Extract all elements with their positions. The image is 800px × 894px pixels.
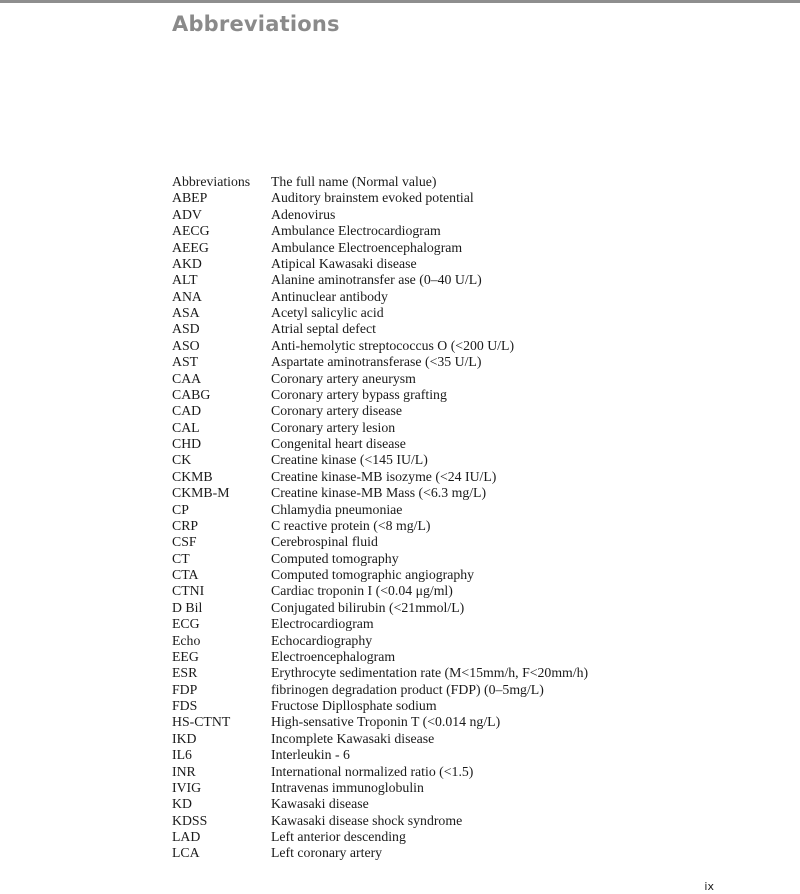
abbreviation-cell: EEG bbox=[172, 648, 199, 664]
full-name-cell: Incomplete Kawasaki disease bbox=[271, 730, 435, 746]
full-name-cell: Echocardiography bbox=[271, 632, 373, 648]
full-name-cell: Anti-hemolytic streptococcus O (<200 U/L) bbox=[271, 337, 515, 353]
abbreviation-cell: IKD bbox=[172, 730, 197, 746]
full-name-cell: Creatine kinase-MB isozyme (<24 IU/L) bbox=[271, 468, 497, 484]
full-name-cell: Computed tomographic angiography bbox=[271, 567, 475, 582]
table-row bbox=[172, 387, 588, 403]
table-row bbox=[172, 338, 588, 354]
full-name-cell: Coronary artery bypass grafting bbox=[271, 386, 447, 402]
abbreviation-cell: CRP bbox=[172, 517, 199, 533]
full-name-cell: Coronary artery lesion bbox=[271, 419, 396, 435]
full-name-cell: Acetyl salicylic acid bbox=[271, 305, 384, 320]
full-name-cell: Chlamydia pneumoniae bbox=[271, 501, 403, 517]
header-abbreviation: Abbreviations bbox=[172, 174, 251, 189]
table-header-row bbox=[172, 174, 588, 190]
table-row bbox=[172, 796, 588, 812]
abbreviation-cell: LCA bbox=[172, 845, 200, 861]
full-name-cell: Ambulance Electroencephalogram bbox=[271, 239, 463, 255]
abbreviation-cell: KDSS bbox=[172, 812, 208, 828]
table-row bbox=[172, 469, 588, 485]
abbreviation-cell: ASA bbox=[172, 305, 200, 320]
table-row bbox=[172, 436, 588, 452]
table-row bbox=[172, 223, 588, 239]
full-name-cell: High-sensative Troponin T (<0.014 ng/L) bbox=[271, 714, 501, 730]
abbreviation-cell: CKMB bbox=[172, 468, 213, 484]
abbreviation-cell: Echo bbox=[172, 632, 201, 648]
full-name-cell: Cerebrospinal fluid bbox=[271, 534, 378, 550]
full-name-cell: Left anterior descending bbox=[271, 829, 406, 844]
abbreviation-cell: AEEG bbox=[172, 239, 209, 255]
table-row bbox=[172, 207, 588, 223]
table-row bbox=[172, 452, 588, 468]
table-row bbox=[172, 731, 588, 747]
table-row bbox=[172, 714, 588, 730]
page-number: ix bbox=[704, 880, 714, 893]
table-row bbox=[172, 403, 588, 419]
table-row bbox=[172, 616, 588, 632]
abbreviation-cell: ESR bbox=[172, 665, 198, 681]
abbreviation-cell: ANA bbox=[172, 288, 202, 304]
table-row bbox=[172, 698, 588, 714]
abbreviation-cell: IL6 bbox=[172, 747, 192, 763]
abbreviation-cell: CAD bbox=[172, 403, 202, 419]
table-row bbox=[172, 829, 588, 845]
full-name-cell: Aspartate aminotransferase (<35 U/L) bbox=[271, 354, 482, 370]
full-name-cell: fibrinogen degradation product (FDP) (0–5mg/L) bbox=[271, 681, 544, 697]
table-body bbox=[172, 190, 588, 861]
table-row bbox=[172, 371, 588, 387]
full-name-cell: Atrial septal defect bbox=[271, 321, 376, 337]
abbreviation-cell: CT bbox=[172, 550, 190, 566]
abbreviation-cell: CABG bbox=[172, 386, 211, 402]
full-name-cell: Creatine kinase (<145 IU/L) bbox=[271, 452, 428, 468]
abbreviation-cell: ADV bbox=[172, 206, 202, 222]
table-row bbox=[172, 240, 588, 256]
full-name-cell: International normalized ratio (<1.5) bbox=[271, 763, 474, 779]
table-row bbox=[172, 747, 588, 763]
table-row bbox=[172, 665, 588, 681]
abbreviation-cell: ASO bbox=[172, 337, 200, 353]
full-name-cell: Adenovirus bbox=[271, 206, 336, 222]
full-name-cell: Coronary artery disease bbox=[271, 403, 403, 419]
table-row bbox=[172, 583, 588, 599]
full-name-cell: Cardiac troponin I (<0.04 μg/ml) bbox=[271, 583, 453, 599]
table-row bbox=[172, 305, 588, 321]
table-row bbox=[172, 289, 588, 305]
abbreviation-cell: IVIG bbox=[172, 779, 202, 795]
abbreviation-cell: LAD bbox=[172, 829, 201, 844]
table-row bbox=[172, 764, 588, 780]
full-name-cell: Fructose Dipllosphate sodium bbox=[271, 698, 437, 713]
full-name-cell: Antinuclear antibody bbox=[271, 288, 388, 304]
abbreviation-cell: CK bbox=[172, 452, 192, 468]
full-name-cell: C reactive protein (<8 mg/L) bbox=[271, 517, 431, 533]
table-row bbox=[172, 633, 588, 649]
full-name-cell: Intravenas immunoglobulin bbox=[271, 779, 424, 795]
table-row bbox=[172, 518, 588, 534]
table-row bbox=[172, 600, 588, 616]
full-name-cell: Atipical Kawasaki disease bbox=[271, 255, 417, 271]
table-row bbox=[172, 354, 588, 370]
abbreviation-cell: AKD bbox=[172, 255, 202, 271]
full-name-cell: Kawasaki disease shock syndrome bbox=[271, 812, 463, 828]
full-name-cell: Coronary artery aneurysm bbox=[271, 370, 416, 386]
table-row bbox=[172, 845, 588, 861]
full-name-cell: Creatine kinase-MB Mass (<6.3 mg/L) bbox=[271, 485, 487, 501]
abbreviation-cell: AST bbox=[172, 354, 199, 370]
table-row bbox=[172, 551, 588, 567]
abbreviation-cell: CAL bbox=[172, 419, 200, 435]
table-row bbox=[172, 682, 588, 698]
abbreviation-cell: ABEP bbox=[172, 190, 208, 206]
abbreviation-cell: FDS bbox=[172, 698, 198, 713]
table-row bbox=[172, 502, 588, 518]
full-name-cell: Conjugated bilirubin (<21mmol/L) bbox=[271, 599, 465, 615]
full-name-cell: Kawasaki disease bbox=[271, 796, 369, 812]
full-name-cell: Left coronary artery bbox=[271, 845, 383, 861]
full-name-cell: Ambulance Electrocardiogram bbox=[271, 223, 441, 239]
abbreviation-cell: CAA bbox=[172, 370, 202, 386]
abbreviation-cell: ASD bbox=[172, 321, 200, 337]
table-row bbox=[172, 485, 588, 501]
abbreviation-cell: CTA bbox=[172, 567, 199, 582]
table-row bbox=[172, 272, 588, 288]
abbreviation-cell: FDP bbox=[172, 681, 198, 697]
abbreviation-cell: ALT bbox=[172, 272, 198, 288]
table-row bbox=[172, 190, 588, 206]
abbreviation-cell: CTNI bbox=[172, 583, 205, 599]
page-title: Abbreviations bbox=[172, 12, 340, 36]
table-row bbox=[172, 813, 588, 829]
abbreviation-cell: HS-CTNT bbox=[172, 714, 231, 730]
abbreviation-cell: CSF bbox=[172, 534, 197, 550]
abbreviation-cell: AECG bbox=[172, 223, 210, 239]
full-name-cell: Alanine aminotransfer ase (0–40 U/L) bbox=[271, 272, 482, 288]
abbreviation-table bbox=[172, 174, 588, 862]
full-name-cell: Erythrocyte sedimentation rate (M<15mm/h, F<20mm/h) bbox=[271, 665, 589, 681]
full-name-cell: Computed tomography bbox=[271, 550, 399, 566]
full-name-cell: Electrocardiogram bbox=[271, 616, 374, 632]
full-name-cell: Electroencephalogram bbox=[271, 648, 396, 664]
abbreviation-cell: CKMB-M bbox=[172, 485, 230, 501]
full-name-cell: Auditory brainstem evoked potential bbox=[271, 190, 474, 206]
full-name-cell: Interleukin - 6 bbox=[271, 747, 350, 763]
abbreviation-cell: CHD bbox=[172, 436, 202, 451]
abbreviation-cell: ECG bbox=[172, 616, 200, 632]
abbreviation-cell: D Bil bbox=[172, 599, 203, 615]
abbreviation-cell: INR bbox=[172, 763, 196, 779]
abbreviation-cell: KD bbox=[172, 796, 192, 812]
full-name-cell: Congenital heart disease bbox=[271, 436, 406, 451]
table-row bbox=[172, 649, 588, 665]
abbreviation-cell: CP bbox=[172, 501, 189, 517]
table-row bbox=[172, 780, 588, 796]
header-full-name: The full name (Normal value) bbox=[271, 174, 437, 189]
top-rule bbox=[0, 0, 800, 3]
table-row bbox=[172, 256, 588, 272]
table-row bbox=[172, 321, 588, 337]
table-row bbox=[172, 567, 588, 583]
table-row bbox=[172, 420, 588, 436]
table-row bbox=[172, 534, 588, 550]
